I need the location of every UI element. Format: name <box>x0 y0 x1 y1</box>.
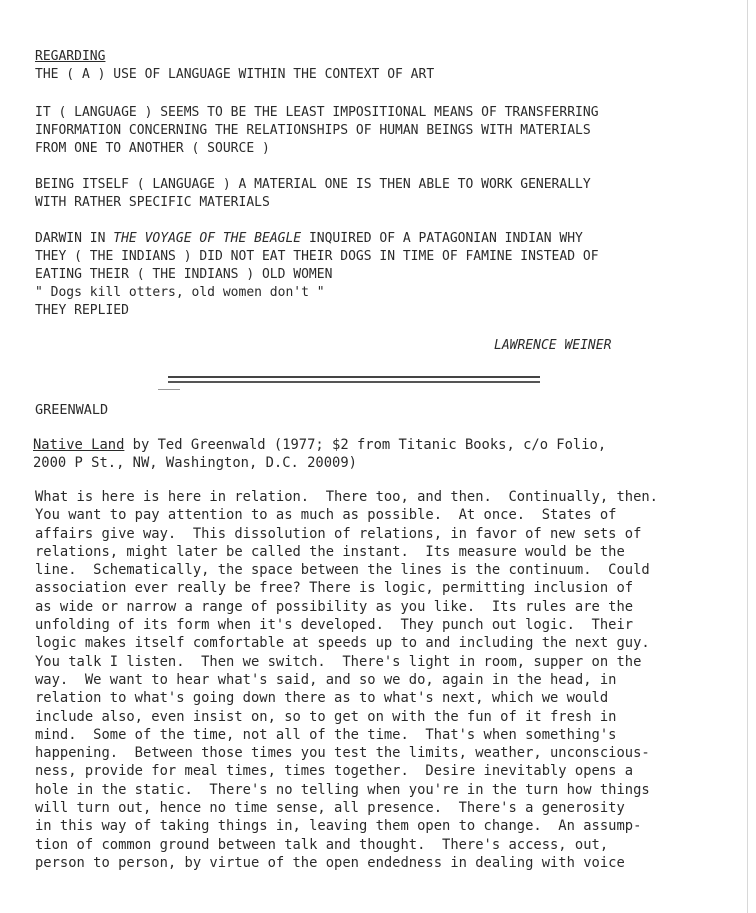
book-info-line-2: 2000 P St., NW, Washington, D.C. 20009) <box>33 455 357 472</box>
body-line: person to person, by virtue of the open endedness in dealing with voice <box>35 854 625 871</box>
divider-rule-bottom <box>168 381 540 383</box>
book-title-beagle: THE VOYAGE OF THE BEAGLE <box>113 231 302 246</box>
weiner-paragraph-2 <box>35 176 591 212</box>
body-line: relation to what's going down there as to what's next, which we would <box>35 690 609 707</box>
text-line: THEY ( THE INDIANS ) DID NOT EAT THEIR DOGS IN TIME OF FAMINE INSTEAD OF <box>35 249 599 264</box>
greenwald-title: GREENWALD <box>35 402 109 418</box>
text-line: INFORMATION CONCERNING THE RELATIONSHIPS OF HUMAN BEINGS WITH MATERIALS <box>35 123 591 138</box>
greenwald-review-body <box>35 488 658 872</box>
body-line: hole in the static. There's no telling when you're in the turn how things <box>35 781 650 798</box>
body-line: association ever really be free? There is logic, permitting inclusion of <box>35 580 634 597</box>
body-line: way. We want to hear what's said, and so we do, again in the head, in <box>35 671 617 688</box>
text-line: EATING THEIR ( THE INDIANS ) OLD WOMEN <box>35 267 333 282</box>
body-line: line. Schematically, the space between the lines is the continuum. Could <box>35 562 650 579</box>
body-line: relations, might later be called the instant. Its measure would be the <box>35 543 625 560</box>
body-line: include also, even insist on, so to get on with the fun of it fresh in <box>35 708 617 725</box>
divider-tick <box>158 389 180 390</box>
text-line: BEING ITSELF ( LANGUAGE ) A MATERIAL ONE IS THEN ABLE TO WORK GENERALLY <box>35 177 591 192</box>
body-line: in this way of taking things in, leaving them open to change. An assump- <box>35 818 642 835</box>
book-info-line-1: by Ted Greenwald (1977; $2 from Titanic Books, c/o Folio, <box>124 437 607 453</box>
body-line: unfolding of its form when it's developed. They punch out logic. Their <box>35 617 634 634</box>
book-title-native-land: Native Land <box>33 437 125 453</box>
text-segment: INQUIRED OF A PATAGONIAN INDIAN WHY <box>301 231 583 246</box>
text-line: FROM ONE TO ANOTHER ( SOURCE ) <box>35 141 270 156</box>
body-line: You want to pay attention to as much as possible. At once. States of <box>35 507 617 524</box>
body-line: as wide or narrow a range of possibility as you like. Its rules are the <box>35 598 634 615</box>
body-line: logic makes itself comfortable at speeds up to and including the next guy. <box>35 635 650 652</box>
text-line: " Dogs kill otters, old women don't " <box>35 285 325 300</box>
text-segment: DARWIN IN <box>35 231 114 246</box>
weiner-paragraph-3 <box>35 230 599 320</box>
body-line: ness, provide for meal times, times together. Desire inevitably opens a <box>35 763 634 780</box>
text-line: IT ( LANGUAGE ) SEEMS TO BE THE LEAST IMPOSITIONAL MEANS OF TRANSFERRING <box>35 105 599 120</box>
signature-weiner: LAWRENCE WEINER <box>494 338 612 353</box>
divider-rule-top <box>168 376 540 378</box>
text-line: WITH RATHER SPECIFIC MATERIALS <box>35 195 270 210</box>
body-line: happening. Between those times you test the limits, weather, unconscious- <box>35 745 650 762</box>
heading-regarding: REGARDING <box>35 49 106 64</box>
body-line: affairs give way. This dissolution of relations, in favor of new sets of <box>35 525 642 542</box>
weiner-heading <box>35 48 434 84</box>
body-line: will turn out, hence no time sense, all presence. There's a generosity <box>35 800 625 817</box>
heading-subtitle: THE ( A ) USE OF LANGUAGE WITHIN THE CONTEXT OF ART <box>35 67 435 82</box>
body-line: What is here is here in relation. There too, and then. Continually, then. <box>35 489 658 505</box>
text-line: THEY REPLIED <box>35 303 129 318</box>
body-line: You talk I listen. Then we switch. There's light in room, supper on the <box>35 653 642 670</box>
body-line: mind. Some of the time, not all of the time. That's when something's <box>35 726 617 743</box>
body-line: tion of common ground between talk and thought. There's access, out, <box>35 836 609 853</box>
weiner-paragraph-1 <box>35 104 599 158</box>
book-citation <box>33 436 606 473</box>
page-edge-line <box>747 0 748 913</box>
